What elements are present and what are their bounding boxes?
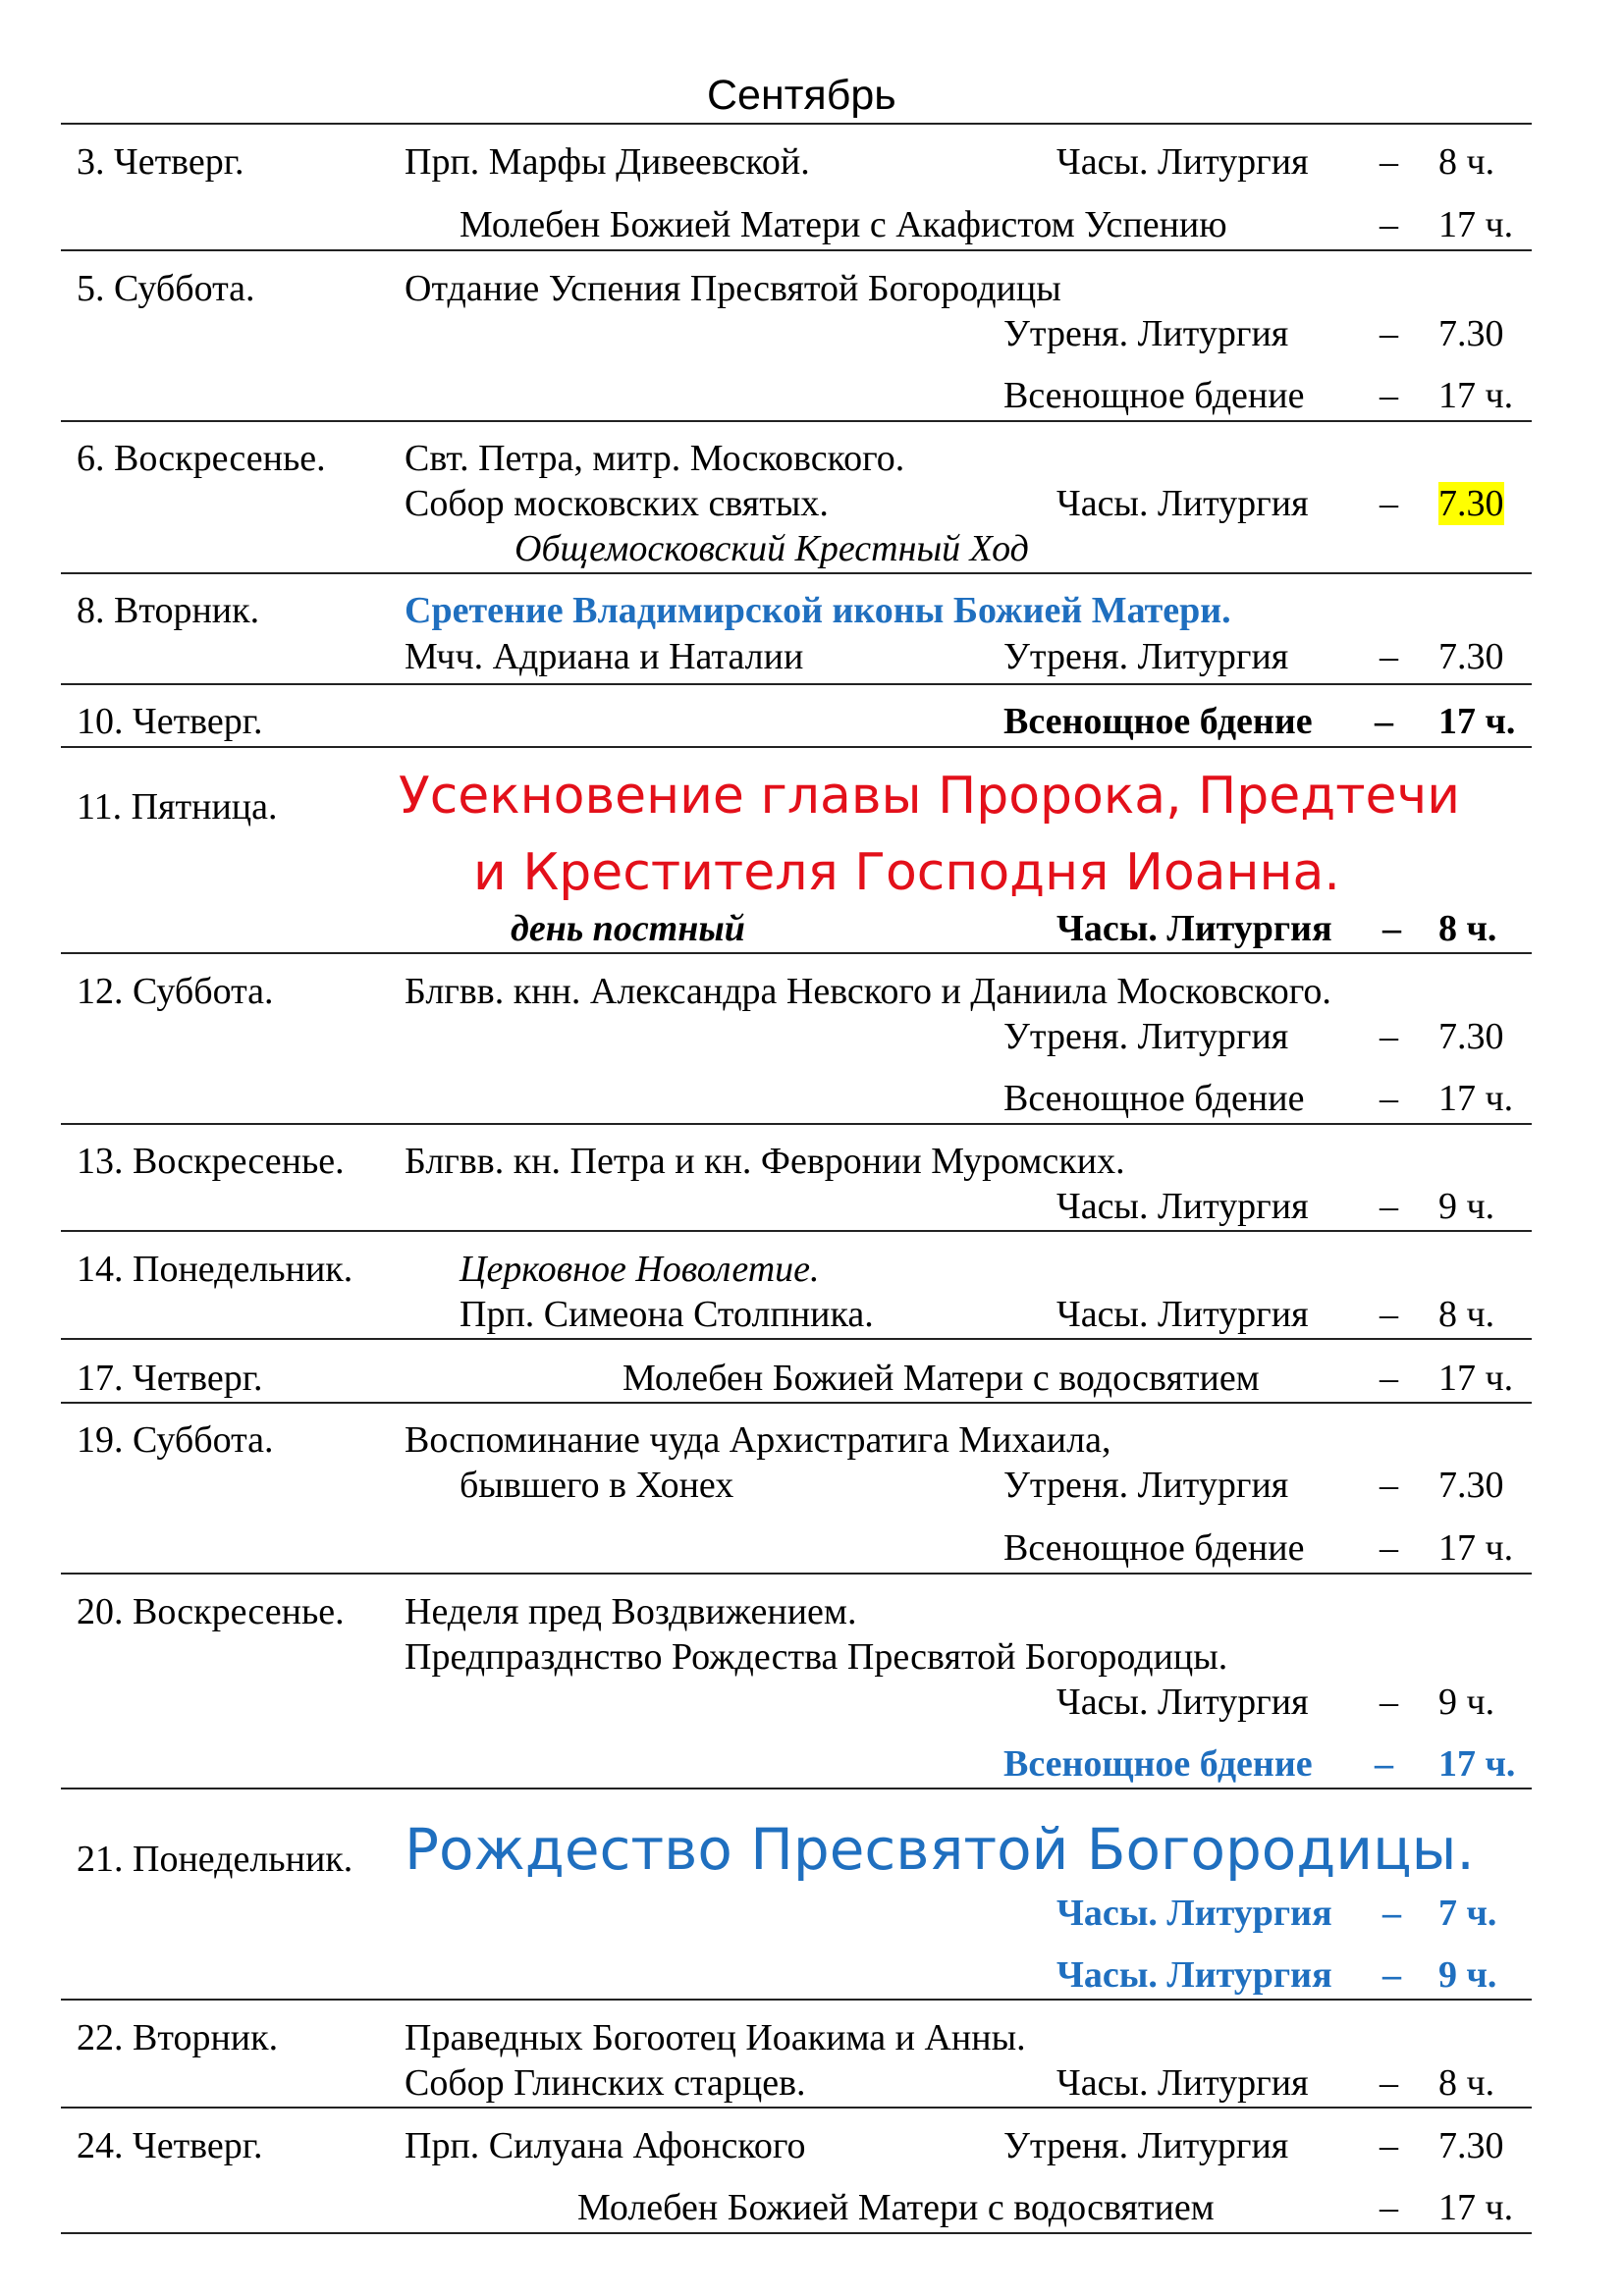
service-name: Утреня. Литургия	[1003, 2125, 1289, 2166]
commemoration: Неделя пред Воздвижением.	[405, 1591, 857, 1632]
service-time: 7.30	[1438, 1465, 1504, 1506]
dash: –	[1380, 1358, 1398, 1399]
service-name: Часы. Литургия	[1056, 1893, 1332, 1934]
service-time: 17 ч.	[1438, 701, 1516, 742]
service-name: Всенощное бдение	[1003, 701, 1313, 742]
day-label: 12. Суббота.	[77, 971, 274, 1012]
service-name: Часы. Литургия	[1056, 1954, 1332, 1996]
service-name: Всенощное бдение	[1003, 1743, 1313, 1785]
dash: –	[1380, 1294, 1398, 1335]
dash: –	[1380, 1527, 1398, 1569]
fasting-note: день постный	[511, 908, 745, 949]
service-time: 17 ч.	[1438, 1743, 1516, 1785]
commemoration: Воспоминание чуда Архистратига Михаила,	[405, 1419, 1111, 1461]
commemoration: Блгвв. кн. Петра и кн. Февронии Муромских.	[405, 1141, 1125, 1182]
commemoration: Прп. Симеона Столпника.	[460, 1294, 874, 1335]
page-title: Сентябрь	[707, 72, 896, 119]
service-name: Утреня. Литургия	[1003, 313, 1289, 354]
divider	[61, 746, 1532, 748]
divider	[61, 1123, 1532, 1125]
service-name: Утреня. Литургия	[1003, 1016, 1289, 1057]
service-time: 17 ч.	[1438, 375, 1514, 416]
divider	[61, 420, 1532, 422]
divider	[61, 123, 1532, 125]
day-label: 10. Четверг.	[77, 701, 263, 742]
divider	[61, 683, 1532, 685]
day-label: 20. Воскресенье.	[77, 1591, 345, 1632]
service-name: Молебен Божией Матери с Акафистом Успению	[460, 204, 1227, 245]
day-label: 21. Понедельник.	[77, 1839, 353, 1880]
commemoration-line2: бывшего в Хонех	[460, 1465, 734, 1506]
service-name: Часы. Литургия	[1056, 2062, 1309, 2104]
day-label: 14. Понедельник.	[77, 1249, 353, 1290]
day-label: 17. Четверг.	[77, 1358, 263, 1399]
service-name: Всенощное бдение	[1003, 1527, 1305, 1569]
dash: –	[1380, 483, 1398, 524]
divider	[61, 1230, 1532, 1232]
day-label: 8. Вторник.	[77, 590, 260, 631]
commemoration: Прп. Марфы Дивеевской.	[405, 141, 810, 183]
dash: –	[1380, 1682, 1398, 1723]
dash: –	[1380, 636, 1398, 677]
service-time: 7.30	[1438, 1016, 1504, 1057]
commemoration: Праведных Богоотец Иоакима и Анны.	[405, 2017, 1026, 2058]
dash: –	[1380, 1078, 1398, 1119]
service-time: 17 ч.	[1438, 1078, 1514, 1119]
service-name: Утреня. Литургия	[1003, 636, 1289, 677]
commemoration: Блгвв. кнн. Александра Невского и Даниила Московского.	[405, 971, 1331, 1012]
commemoration: Свт. Петра, митр. Московского.	[405, 438, 905, 479]
dash: –	[1382, 908, 1401, 949]
service-name: Часы. Литургия	[1056, 908, 1332, 949]
commemoration: Отдание Успения Пресвятой Богородицы	[405, 268, 1061, 309]
day-label: 5. Суббота.	[77, 268, 255, 309]
divider	[61, 2107, 1532, 2109]
service-name: Всенощное бдение	[1003, 375, 1305, 416]
commemoration: Собор московских святых.	[405, 483, 829, 524]
service-name: Часы. Литургия	[1056, 1186, 1309, 1227]
service-name: Часы. Литургия	[1056, 141, 1309, 183]
dash: –	[1380, 313, 1398, 354]
dash: –	[1380, 1016, 1398, 1057]
service-time: 17 ч.	[1438, 1527, 1514, 1569]
day-label: 22. Вторник.	[77, 2017, 279, 2058]
day-label: 19. Суббота.	[77, 1419, 274, 1461]
dash: –	[1380, 2187, 1398, 2228]
dash: –	[1382, 1893, 1401, 1934]
day-label: 6. Воскресенье.	[77, 438, 326, 479]
divider	[61, 2232, 1532, 2234]
dash: –	[1380, 1186, 1398, 1227]
day-label: 3. Четверг.	[77, 141, 244, 183]
service-time: 7.30	[1438, 636, 1504, 677]
service-time: 7.30	[1438, 2125, 1504, 2166]
service-name: Часы. Литургия	[1056, 1682, 1309, 1723]
day-label: 24. Четверг.	[77, 2125, 263, 2166]
service-name: Утреня. Литургия	[1003, 1465, 1289, 1506]
service-time: 17 ч.	[1438, 1358, 1514, 1399]
service-time: 17 ч.	[1438, 204, 1514, 245]
service-time: 9 ч.	[1438, 1682, 1495, 1723]
service-time: 7 ч.	[1438, 1893, 1497, 1934]
service-time: 7.30	[1438, 313, 1504, 354]
dash: –	[1380, 141, 1398, 183]
service-name: Молебен Божией Матери с водосвятием	[623, 1358, 1260, 1399]
service-name: Всенощное бдение	[1003, 1078, 1305, 1119]
dash: –	[1375, 701, 1393, 742]
service-time: 8 ч.	[1438, 1294, 1495, 1335]
feast-title: Сретение Владимирской иконы Божией Матери.	[405, 590, 1231, 631]
dash: –	[1375, 1743, 1393, 1785]
feast-title: Усекновение главы Пророка, Предтечи	[399, 767, 1461, 826]
service-name: Часы. Литургия	[1056, 483, 1309, 524]
feast-note: Церковное Новолетие.	[460, 1249, 820, 1290]
divider	[61, 1573, 1532, 1575]
dash: –	[1380, 375, 1398, 416]
day-label: 11. Пятница.	[77, 786, 278, 828]
service-time: 9 ч.	[1438, 1186, 1495, 1227]
divider	[61, 952, 1532, 954]
feast-title-line2: и Крестителя Господня Иоанна.	[473, 843, 1340, 902]
dash: –	[1380, 1465, 1398, 1506]
commemoration: Предпразднство Рождества Пресвятой Богородицы.	[405, 1636, 1228, 1678]
dash: –	[1380, 204, 1398, 245]
feast-title: Рождество Пресвятой Богородицы.	[405, 1816, 1475, 1883]
divider	[61, 1402, 1532, 1404]
service-time-highlighted: 7.30	[1438, 483, 1504, 524]
service-time: 8 ч.	[1438, 908, 1497, 949]
service-time: 17 ч.	[1438, 2187, 1514, 2228]
service-time: 9 ч.	[1438, 1954, 1497, 1996]
commemoration: Мчч. Адриана и Наталии	[405, 636, 804, 677]
divider	[61, 1338, 1532, 1340]
day-label: 13. Воскресенье.	[77, 1141, 345, 1182]
divider	[61, 249, 1532, 251]
commemoration: Прп. Силуана Афонского	[405, 2125, 806, 2166]
dash: –	[1380, 2125, 1398, 2166]
dash: –	[1380, 2062, 1398, 2104]
service-time: 8 ч.	[1438, 141, 1495, 183]
divider	[61, 1999, 1532, 2001]
service-name: Часы. Литургия	[1056, 1294, 1309, 1335]
service-time: 8 ч.	[1438, 2062, 1495, 2104]
commemoration: Собор Глинских старцев.	[405, 2062, 806, 2104]
divider	[61, 1788, 1532, 1789]
divider	[61, 572, 1532, 574]
procession-note: Общемосковский Крестный Ход	[514, 528, 1029, 569]
dash: –	[1382, 1954, 1401, 1996]
service-name: Молебен Божией Матери с водосвятием	[577, 2187, 1215, 2228]
